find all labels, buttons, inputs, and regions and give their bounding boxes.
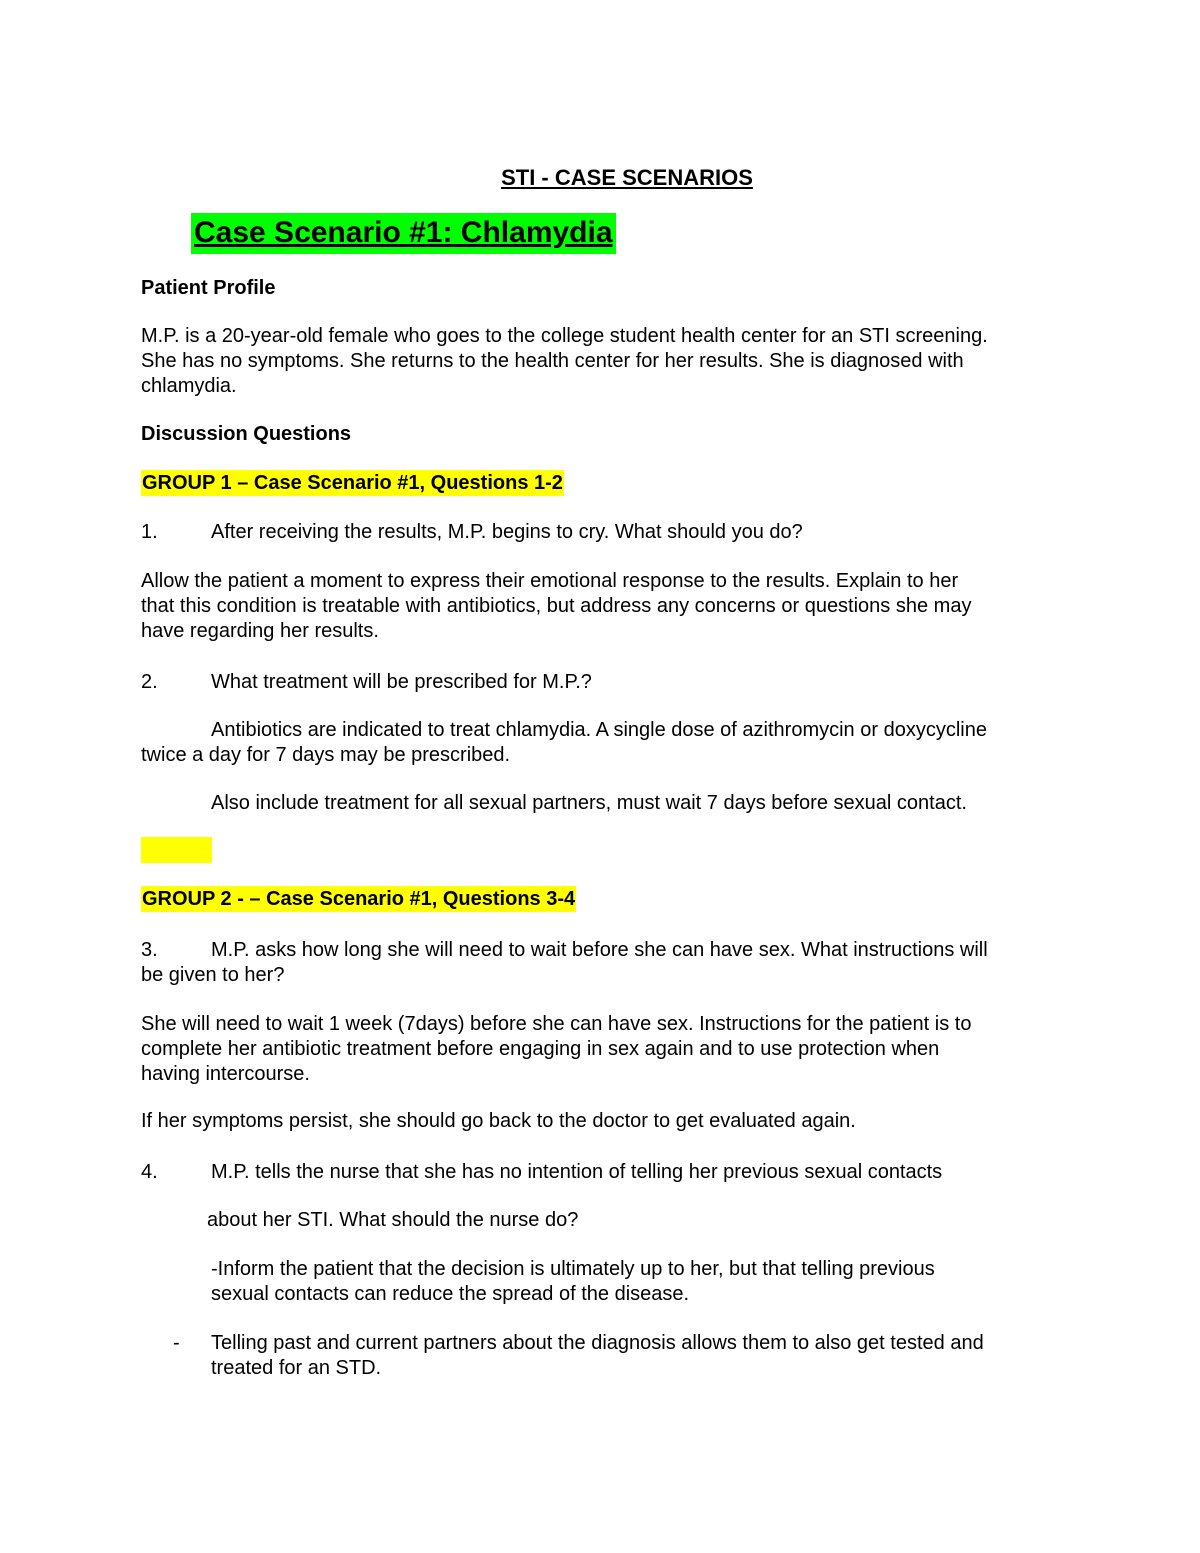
question-number: 2. xyxy=(141,671,158,693)
question-number: 4. xyxy=(141,1161,158,1183)
question-4-text: about her STI. What should the nurse do? xyxy=(207,1209,579,1231)
answer-3-line: complete her antibiotic treatment before engaging in sex again and to use protection when xyxy=(141,1038,940,1060)
discussion-questions-heading: Discussion Questions xyxy=(141,423,352,445)
answer-1-line: have regarding her results. xyxy=(141,620,379,642)
group-2-label: GROUP 2 - – Case Scenario #1, Questions 3-4 xyxy=(142,888,576,910)
patient-profile-line: M.P. is a 20-year-old female who goes to the college student health center for an STI screening. xyxy=(141,325,988,347)
patient-profile-heading: Patient Profile xyxy=(141,277,276,299)
group-1-label: GROUP 1 – Case Scenario #1, Questions 1-2 xyxy=(142,472,563,494)
document-title: STI - CASE SCENARIOS xyxy=(501,165,753,190)
highlight-block xyxy=(141,837,212,863)
answer-1-line: that this condition is treatable with antibiotics, but address any concerns or questions she may xyxy=(141,595,972,617)
question-number: 3. xyxy=(141,939,158,961)
question-4-text: M.P. tells the nurse that she has no intention of telling her previous sexual contacts xyxy=(211,1161,943,1183)
question-3-text: M.P. asks how long she will need to wait before she can have sex. What instructions will xyxy=(211,939,988,961)
question-number: 1. xyxy=(141,521,158,543)
answer-3-line: She will need to wait 1 week (7days) before she can have sex. Instructions for the patient is to xyxy=(141,1013,972,1035)
answer-3-extra: If her symptoms persist, she should go back to the doctor to get evaluated again. xyxy=(141,1110,856,1132)
bullet-text: treated for an STD. xyxy=(211,1357,382,1379)
bullet-text: Telling past and current partners about the diagnosis allows them to also get tested and xyxy=(211,1332,984,1354)
case-scenario-heading: Case Scenario #1: Chlamydia xyxy=(191,213,616,254)
answer-4-line: -Inform the patient that the decision is ultimately up to her, but that telling previous xyxy=(211,1258,935,1280)
bullet-marker: - xyxy=(173,1332,180,1354)
answer-2-extra: Also include treatment for all sexual partners, must wait 7 days before sexual contact. xyxy=(211,792,967,814)
patient-profile-line: She has no symptoms. She returns to the health center for her results. She is diagnosed with xyxy=(141,350,964,372)
question-3-text: be given to her? xyxy=(141,964,285,986)
patient-profile-line: chlamydia. xyxy=(141,375,237,397)
answer-4-line: sexual contacts can reduce the spread of the disease. xyxy=(211,1283,690,1305)
answer-2-line: Antibiotics are indicated to treat chlamydia. A single dose of azithromycin or doxycycline xyxy=(211,719,987,741)
answer-1-line: Allow the patient a moment to express their emotional response to the results. Explain to her xyxy=(141,570,959,592)
answer-2-line: twice a day for 7 days may be prescribed. xyxy=(141,744,511,766)
question-1-text: After receiving the results, M.P. begins to cry. What should you do? xyxy=(211,521,803,543)
question-2-text: What treatment will be prescribed for M.P.? xyxy=(211,671,592,693)
answer-3-line: having intercourse. xyxy=(141,1063,310,1085)
